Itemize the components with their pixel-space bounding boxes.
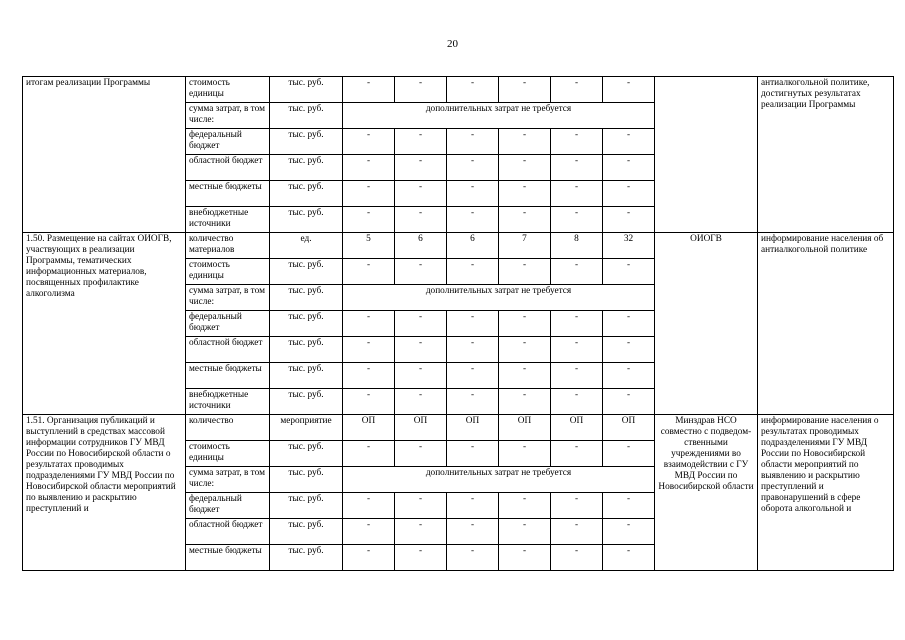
value-cell: -: [551, 181, 603, 207]
unit-cell: тыс. руб.: [270, 103, 343, 129]
value-cell: -: [343, 129, 395, 155]
value-cell: 8: [551, 233, 603, 259]
unit-cell: тыс. руб.: [270, 311, 343, 337]
value-cell: -: [343, 441, 395, 467]
value-cell: -: [395, 259, 447, 285]
indicator-cell: количество материалов: [186, 233, 270, 259]
value-cell: -: [343, 77, 395, 103]
value-cell: -: [603, 77, 655, 103]
merged-note-cell: дополнительных затрат не требуется: [343, 285, 655, 311]
value-cell: -: [395, 207, 447, 233]
value-cell: -: [447, 311, 499, 337]
value-cell: -: [603, 181, 655, 207]
value-cell: 7: [499, 233, 551, 259]
page-number: 20: [447, 38, 458, 50]
table-row: [23, 77, 894, 103]
value-cell: -: [447, 363, 499, 389]
value-cell: -: [447, 129, 499, 155]
table-row: [23, 415, 894, 441]
value-cell: -: [551, 155, 603, 181]
unit-cell: тыс. руб.: [270, 545, 343, 571]
value-cell: -: [343, 389, 395, 415]
value-cell: -: [551, 493, 603, 519]
merged-note-cell: дополнительных затрат не требуется: [343, 467, 655, 493]
unit-cell: тыс. руб.: [270, 441, 343, 467]
value-cell: -: [343, 311, 395, 337]
value-cell: -: [343, 337, 395, 363]
value-cell: -: [447, 545, 499, 571]
value-cell: -: [395, 519, 447, 545]
activity-name: 1.50. Размещение на сайтах ОИОГВ, участвующих в реализации Программы, тематических информационных материалов, посвященных профилактике алкоголизма: [23, 233, 186, 415]
value-cell: -: [603, 311, 655, 337]
value-cell: ОП: [499, 415, 551, 441]
value-cell: -: [603, 129, 655, 155]
indicator-cell: количество: [186, 415, 270, 441]
indicator-cell: стоимость единицы: [186, 441, 270, 467]
value-cell: 32: [603, 233, 655, 259]
executor-cell: [655, 77, 758, 233]
value-cell: -: [499, 545, 551, 571]
indicator-cell: сумма затрат, в том числе:: [186, 103, 270, 129]
unit-cell: тыс. руб.: [270, 363, 343, 389]
value-cell: -: [603, 389, 655, 415]
indicator-cell: сумма затрат, в том числе:: [186, 467, 270, 493]
value-cell: -: [395, 545, 447, 571]
table-row: [23, 233, 894, 259]
value-cell: ОП: [603, 415, 655, 441]
value-cell: -: [343, 519, 395, 545]
value-cell: -: [343, 493, 395, 519]
result-cell: информирование населения об антиалкогольной политике: [758, 233, 894, 415]
merged-note-cell: дополнительных затрат не требуется: [343, 103, 655, 129]
value-cell: -: [447, 441, 499, 467]
value-cell: -: [499, 519, 551, 545]
value-cell: -: [395, 311, 447, 337]
value-cell: -: [603, 337, 655, 363]
value-cell: -: [499, 129, 551, 155]
value-cell: -: [499, 337, 551, 363]
value-cell: -: [603, 441, 655, 467]
value-cell: ОП: [447, 415, 499, 441]
value-cell: -: [603, 363, 655, 389]
value-cell: -: [499, 259, 551, 285]
value-cell: -: [499, 311, 551, 337]
value-cell: -: [395, 181, 447, 207]
unit-cell: тыс. руб.: [270, 207, 343, 233]
value-cell: -: [499, 181, 551, 207]
value-cell: -: [603, 155, 655, 181]
unit-cell: тыс. руб.: [270, 519, 343, 545]
value-cell: -: [395, 363, 447, 389]
value-cell: -: [499, 207, 551, 233]
value-cell: -: [343, 545, 395, 571]
activity-name: 1.51. Организация публикаций и выступлений в средствах массовой информации сотрудников ГУ МВД России по Новосибирской области о результатах проводимых подразделениями ГУ МВД России по Новосибирской области мероприятий по выявлению и раскрытию преступлений и: [23, 415, 186, 571]
value-cell: -: [395, 155, 447, 181]
value-cell: -: [343, 259, 395, 285]
value-cell: -: [499, 441, 551, 467]
value-cell: -: [603, 493, 655, 519]
value-cell: ОП: [551, 415, 603, 441]
value-cell: -: [343, 207, 395, 233]
value-cell: -: [499, 493, 551, 519]
indicator-cell: областной бюджет: [186, 337, 270, 363]
value-cell: ОП: [395, 415, 447, 441]
value-cell: -: [395, 77, 447, 103]
value-cell: -: [551, 389, 603, 415]
value-cell: -: [499, 389, 551, 415]
value-cell: -: [395, 441, 447, 467]
value-cell: -: [447, 337, 499, 363]
unit-cell: тыс. руб.: [270, 155, 343, 181]
value-cell: -: [551, 337, 603, 363]
unit-cell: ед.: [270, 233, 343, 259]
indicator-cell: местные бюджеты: [186, 363, 270, 389]
value-cell: -: [603, 545, 655, 571]
result-cell: антиалкогольной политике, достигнутых результатах реализации Программы: [758, 77, 894, 233]
unit-cell: тыс. руб.: [270, 259, 343, 285]
value-cell: -: [551, 77, 603, 103]
value-cell: -: [551, 129, 603, 155]
value-cell: ОП: [343, 415, 395, 441]
indicator-cell: стоимость единицы: [186, 77, 270, 103]
value-cell: -: [551, 363, 603, 389]
value-cell: -: [343, 181, 395, 207]
unit-cell: тыс. руб.: [270, 337, 343, 363]
table-body: [23, 77, 894, 571]
indicator-cell: местные бюджеты: [186, 545, 270, 571]
indicator-cell: федеральный бюджет: [186, 311, 270, 337]
value-cell: -: [447, 389, 499, 415]
value-cell: -: [447, 155, 499, 181]
executor-cell: ОИОГВ: [655, 233, 758, 415]
indicator-cell: федеральный бюджет: [186, 129, 270, 155]
indicator-cell: федеральный бюджет: [186, 493, 270, 519]
unit-cell: тыс. руб.: [270, 493, 343, 519]
value-cell: -: [395, 337, 447, 363]
indicator-cell: областной бюджет: [186, 155, 270, 181]
indicator-cell: областной бюджет: [186, 519, 270, 545]
value-cell: -: [343, 155, 395, 181]
unit-cell: тыс. руб.: [270, 129, 343, 155]
value-cell: -: [551, 259, 603, 285]
value-cell: 5: [343, 233, 395, 259]
unit-cell: тыс. руб.: [270, 181, 343, 207]
indicator-cell: местные бюджеты: [186, 181, 270, 207]
indicator-cell: сумма затрат, в том числе:: [186, 285, 270, 311]
value-cell: -: [395, 129, 447, 155]
indicator-cell: внебюджетные источники: [186, 389, 270, 415]
unit-cell: тыс. руб.: [270, 77, 343, 103]
value-cell: -: [551, 441, 603, 467]
indicator-cell: стоимость единицы: [186, 259, 270, 285]
value-cell: 6: [395, 233, 447, 259]
value-cell: -: [447, 493, 499, 519]
value-cell: -: [551, 311, 603, 337]
value-cell: -: [551, 207, 603, 233]
unit-cell: тыс. руб.: [270, 389, 343, 415]
indicator-cell: внебюджетные источники: [186, 207, 270, 233]
value-cell: -: [447, 207, 499, 233]
value-cell: -: [499, 77, 551, 103]
value-cell: -: [395, 389, 447, 415]
value-cell: -: [343, 363, 395, 389]
program-table: [22, 76, 894, 571]
result-cell: информирование населения о результатах проводимых подразделениями ГУ МВД России по Новосибирской области мероприятий по выявлению и раскрытию преступлений и правонарушений в сфере оборота алкогольной и: [758, 415, 894, 571]
value-cell: -: [603, 519, 655, 545]
value-cell: -: [499, 363, 551, 389]
value-cell: -: [447, 259, 499, 285]
executor-cell: Минздрав НСО совместно с подведом-ственными учреждениями во взаимодействии с ГУ МВД России по Новосибирской области: [655, 415, 758, 571]
value-cell: -: [551, 545, 603, 571]
value-cell: -: [603, 207, 655, 233]
activity-name: итогам реализации Программы: [23, 77, 186, 233]
unit-cell: тыс. руб.: [270, 285, 343, 311]
value-cell: -: [447, 519, 499, 545]
unit-cell: тыс. руб.: [270, 467, 343, 493]
value-cell: -: [447, 181, 499, 207]
value-cell: -: [551, 519, 603, 545]
value-cell: -: [395, 493, 447, 519]
value-cell: -: [603, 259, 655, 285]
unit-cell: мероприятие: [270, 415, 343, 441]
value-cell: 6: [447, 233, 499, 259]
value-cell: -: [499, 155, 551, 181]
value-cell: -: [447, 77, 499, 103]
